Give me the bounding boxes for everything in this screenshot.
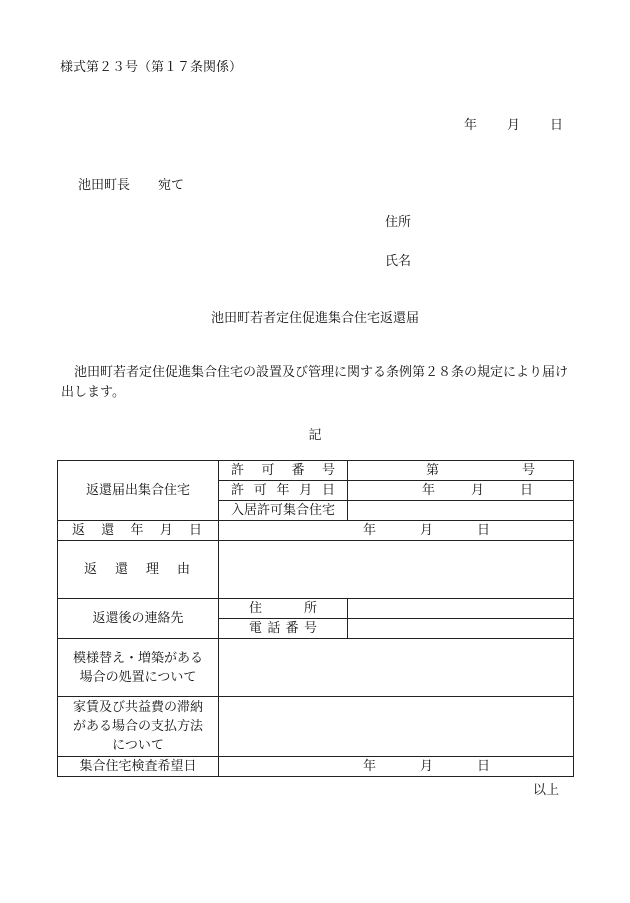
return-date-label: 返 還 年 月 日 [58, 521, 219, 541]
housing-label: 入居許可集合住宅 [219, 501, 348, 521]
closing-mark: 以上 [533, 783, 560, 798]
arrears-label: 家賃及び共益費の滞納 がある場合の支払方法 について [58, 697, 219, 757]
return-reason-field[interactable] [219, 541, 574, 599]
inspection-date-field[interactable]: 年 月 日 [219, 757, 574, 777]
contact-address-field[interactable] [348, 599, 574, 619]
ki-marker: 記 [308, 428, 322, 443]
contact-phone-field[interactable] [348, 619, 574, 639]
return-form-table [57, 460, 574, 777]
remodel-field[interactable] [219, 639, 574, 697]
applicant-address-label: 住所 [385, 215, 412, 230]
document-title: 池田町若者定住促進集合住宅返還届 [210, 311, 419, 326]
housing-field[interactable] [348, 501, 574, 521]
applicant-name-label: 氏名 [385, 254, 412, 269]
body-text: 池田町若者定住促進集合住宅の設置及び管理に関する条例第２８条の規定により届け出します。 [61, 365, 569, 400]
arrears-field[interactable] [219, 697, 574, 757]
permit-number-label: 許 可 番 号 [219, 461, 348, 481]
permit-date-field[interactable]: 年 月 日 [348, 481, 574, 501]
contact-address-label: 住 所 [219, 599, 348, 619]
return-reason-label: 返 還 理 由 [58, 541, 219, 599]
inspection-label: 集合住宅検査希望日 [58, 757, 219, 777]
date-month: 月 [507, 118, 521, 133]
contact-phone-label: 電 話 番 号 [219, 619, 348, 639]
recipient: 池田町長 [78, 178, 131, 193]
return-housing-label: 返還届出集合住宅 [58, 461, 219, 521]
submission-date [464, 114, 563, 133]
date-day: 日 [550, 118, 564, 133]
form-number: 様式第２３号（第１７条関係） [60, 60, 243, 75]
remodel-label: 模様替え・増築がある 場合の処置について [58, 639, 219, 697]
contact-label: 返還後の連絡先 [58, 599, 219, 639]
return-date-field[interactable]: 年 月 日 [219, 521, 574, 541]
date-year: 年 [464, 118, 478, 133]
permit-number-field[interactable]: 第 号 [348, 461, 574, 481]
recipient-suffix: 宛て [158, 178, 185, 193]
permit-date-label: 許 可 年 月 日 [219, 481, 348, 501]
addressee [78, 174, 184, 193]
